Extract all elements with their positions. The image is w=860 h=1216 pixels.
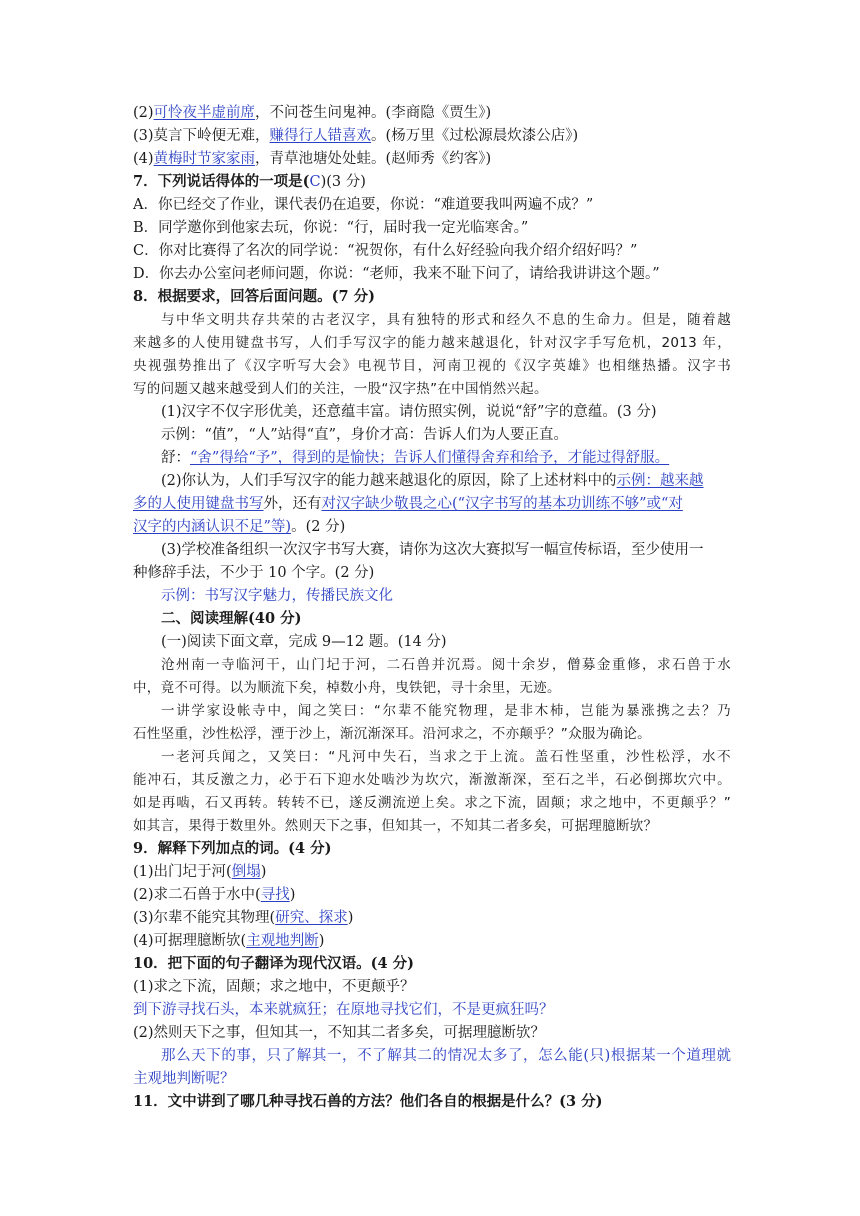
q8-passage-line: 与中华文明共存共荣的古老汉字，具有独特的形式和经久不息的生命力。但是，随着越: [161, 312, 731, 328]
q7-option-a: A．你已经交了作业，课代表仍在追要，你说：“难道要我叫两遍不成？”: [133, 197, 594, 213]
q8-passage-line: 写的问题又越来越受到人们的关注，一股“汉字热”在中国悄然兴起。: [133, 381, 548, 397]
q11-stem: 11．文中讲到了哪几种寻找石兽的方法？他们各自的根据是什么？(3 分): [133, 1093, 603, 1110]
q6-line-2: (2)可怜夜半虚前席，不问苍生问鬼神。(李商隐《贾生》): [133, 105, 492, 121]
q9-item: (3)尔辈不能究其物理(研究、探求): [133, 910, 354, 926]
article-line: 一老河兵闻之，又笑曰：“凡河中失石，当求之于上流。盖石性坚重，沙性松浮，水不: [161, 749, 731, 765]
q10-answer-2: 那么天下的事，只了解其一，不了解其二的情况太多了，怎么能(只)根据某一个道理就: [161, 1048, 731, 1064]
article-line: 中，竟不可得。以为顺流下矣，棹数小舟，曳铁钯，寻十余里，无迹。: [133, 680, 561, 696]
article-line: 沧州南一寺临河干，山门圮于河，二石兽并沉焉。阅十余岁，僧募金重修，求石兽于水: [161, 657, 731, 673]
q8-sub1-answer: “舍”得给“予”，得到的是愉快；告诉人们懂得舍弃和给予，才能过得舒服。: [190, 450, 670, 466]
q8-passage-line: 来越多的人使用键盘书写，人们手写汉字的能力越来越退化，针对汉字手写危机，2013 年，: [133, 335, 731, 351]
q10-answer-1: 到下游寻找石头，本来就疯狂；在原地寻找它们，不是更疯狂吗？: [133, 1002, 554, 1018]
q8-sub2-line-1: (2)你认为，人们手写汉字的能力越来越退化的原因，除了上述材料中的示例：越来越: [161, 473, 704, 489]
q6-answer-3: 赚得行人错喜欢: [269, 128, 372, 144]
q8-sub3-line-2: 种修辞手法，不少于 10 个字。(2 分): [133, 565, 375, 581]
q8-sub1-answer-line: 舒：“舍”得给“予”，得到的是愉快；告诉人们懂得舍弃和给予，才能过得舒服。: [161, 450, 670, 466]
q6-line-3: (3)莫言下岭便无难，赚得行人错喜欢。(杨万里《过松源晨炊漆公店》): [133, 128, 579, 144]
q10-answer-2-cont: 主观地判断呢？: [133, 1071, 235, 1087]
section-title: 二、阅读理解(40 分): [161, 610, 302, 627]
article-line: 一讲学家设帐寺中，闻之笑曰：“尔辈不能究物理，是非木杮，岂能为暴涨携之去？乃: [161, 703, 731, 719]
article-line: 石性坚重，沙性松浮，湮于沙上，渐沉渐深耳。沿河求之，不亦颠乎？”众服为确论。: [133, 726, 651, 742]
q10-sentence-1: (1)求之下流，固颠；求之地中，不更颠乎？: [133, 979, 415, 995]
q8-sub1-example: 示例：“值”，“人”站得“直”，身价才高：告诉人们为人要正直。: [161, 427, 568, 443]
q6-answer-2: 可怜夜半虚前席: [153, 105, 256, 121]
q9-item: (4)可据理臆断欤(主观地判断): [133, 933, 325, 949]
q7-answer: C: [309, 174, 321, 190]
article-line: 如其言，果得于数里外。然则天下之事，但知其一，不知其二者多矣，可据理臆断欤？: [133, 818, 658, 834]
q6-answer-4: 黄梅时节家家雨: [153, 151, 256, 167]
q7-option-b: B．同学邀你到他家去玩，你说：“行，届时我一定光临寒舍。”: [133, 220, 529, 236]
q8-sub3-answer: 示例：书写汉字魅力，传播民族文化: [161, 588, 393, 604]
q9-stem: 9．解释下列加点的词。(4 分): [133, 840, 332, 857]
q8-sub2-line-3: 汉字的内涵认识不足”等)。(2 分): [133, 519, 346, 535]
q8-sub3-line-1: (3)学校准备组织一次汉字书写大赛，请你为这次大赛拟写一幅宣传标语，至少使用一: [161, 542, 704, 558]
q6-line-4: (4)黄梅时节家家雨，青草池塘处处蛙。(赵师秀《约客》): [133, 151, 492, 167]
q8-sub2-answer: 示例：越来越: [616, 473, 704, 489]
article-line: 能冲石，其反激之力，必于石下迎水处啮沙为坎穴，渐激渐深，至石之半，石必倒掷坎穴中。: [133, 772, 731, 788]
q7-option-d: D．你去办公室问老师问题，你说：“老师，我来不耻下问了，请给我讲讲这个题。”: [133, 266, 660, 282]
q8-sub1: (1)汉字不仅字形优美，还意蕴丰富。请仿照实例，说说“舒”字的意蕴。(3 分): [161, 404, 657, 420]
q10-stem: 10．把下面的句子翻译为现代汉语。(4 分): [133, 955, 415, 972]
q10-sentence-2: (2)然则天下之事，但知其一，不知其二者多矣，可据理臆断欤？: [133, 1025, 546, 1041]
article-line: 如是再啮，石又再转。转转不已，遂反溯流逆上矣。求之下流，固颠；求之地中，不更颠乎？”: [133, 795, 731, 811]
q9-item: (1)出门圮于河(倒塌): [133, 864, 267, 880]
q8-passage-line: 央视强势推出了《汉字听写大会》电视节目，河南卫视的《汉字英雄》也相继热播。汉字书: [133, 358, 731, 374]
q9-item: (2)求二石兽于水中(寻找): [133, 887, 296, 903]
q8-sub2-line-2: 多的人使用键盘书写外，还有对汉字缺少敬畏之心(“汉字书写的基本功训练不够”或“对: [133, 496, 683, 512]
q7-option-c: C．你对比赛得了名次的同学说：“祝贺你，有什么好经验向我介绍介绍好吗？”: [133, 243, 638, 259]
q7-stem: 7．下列说话得体的一项是(C)(3 分): [133, 173, 366, 190]
section-part-title: (一)阅读下面文章，完成 9—12 题。(14 分): [161, 634, 447, 650]
q8-stem: 8．根据要求，回答后面问题。(7 分): [133, 288, 375, 305]
